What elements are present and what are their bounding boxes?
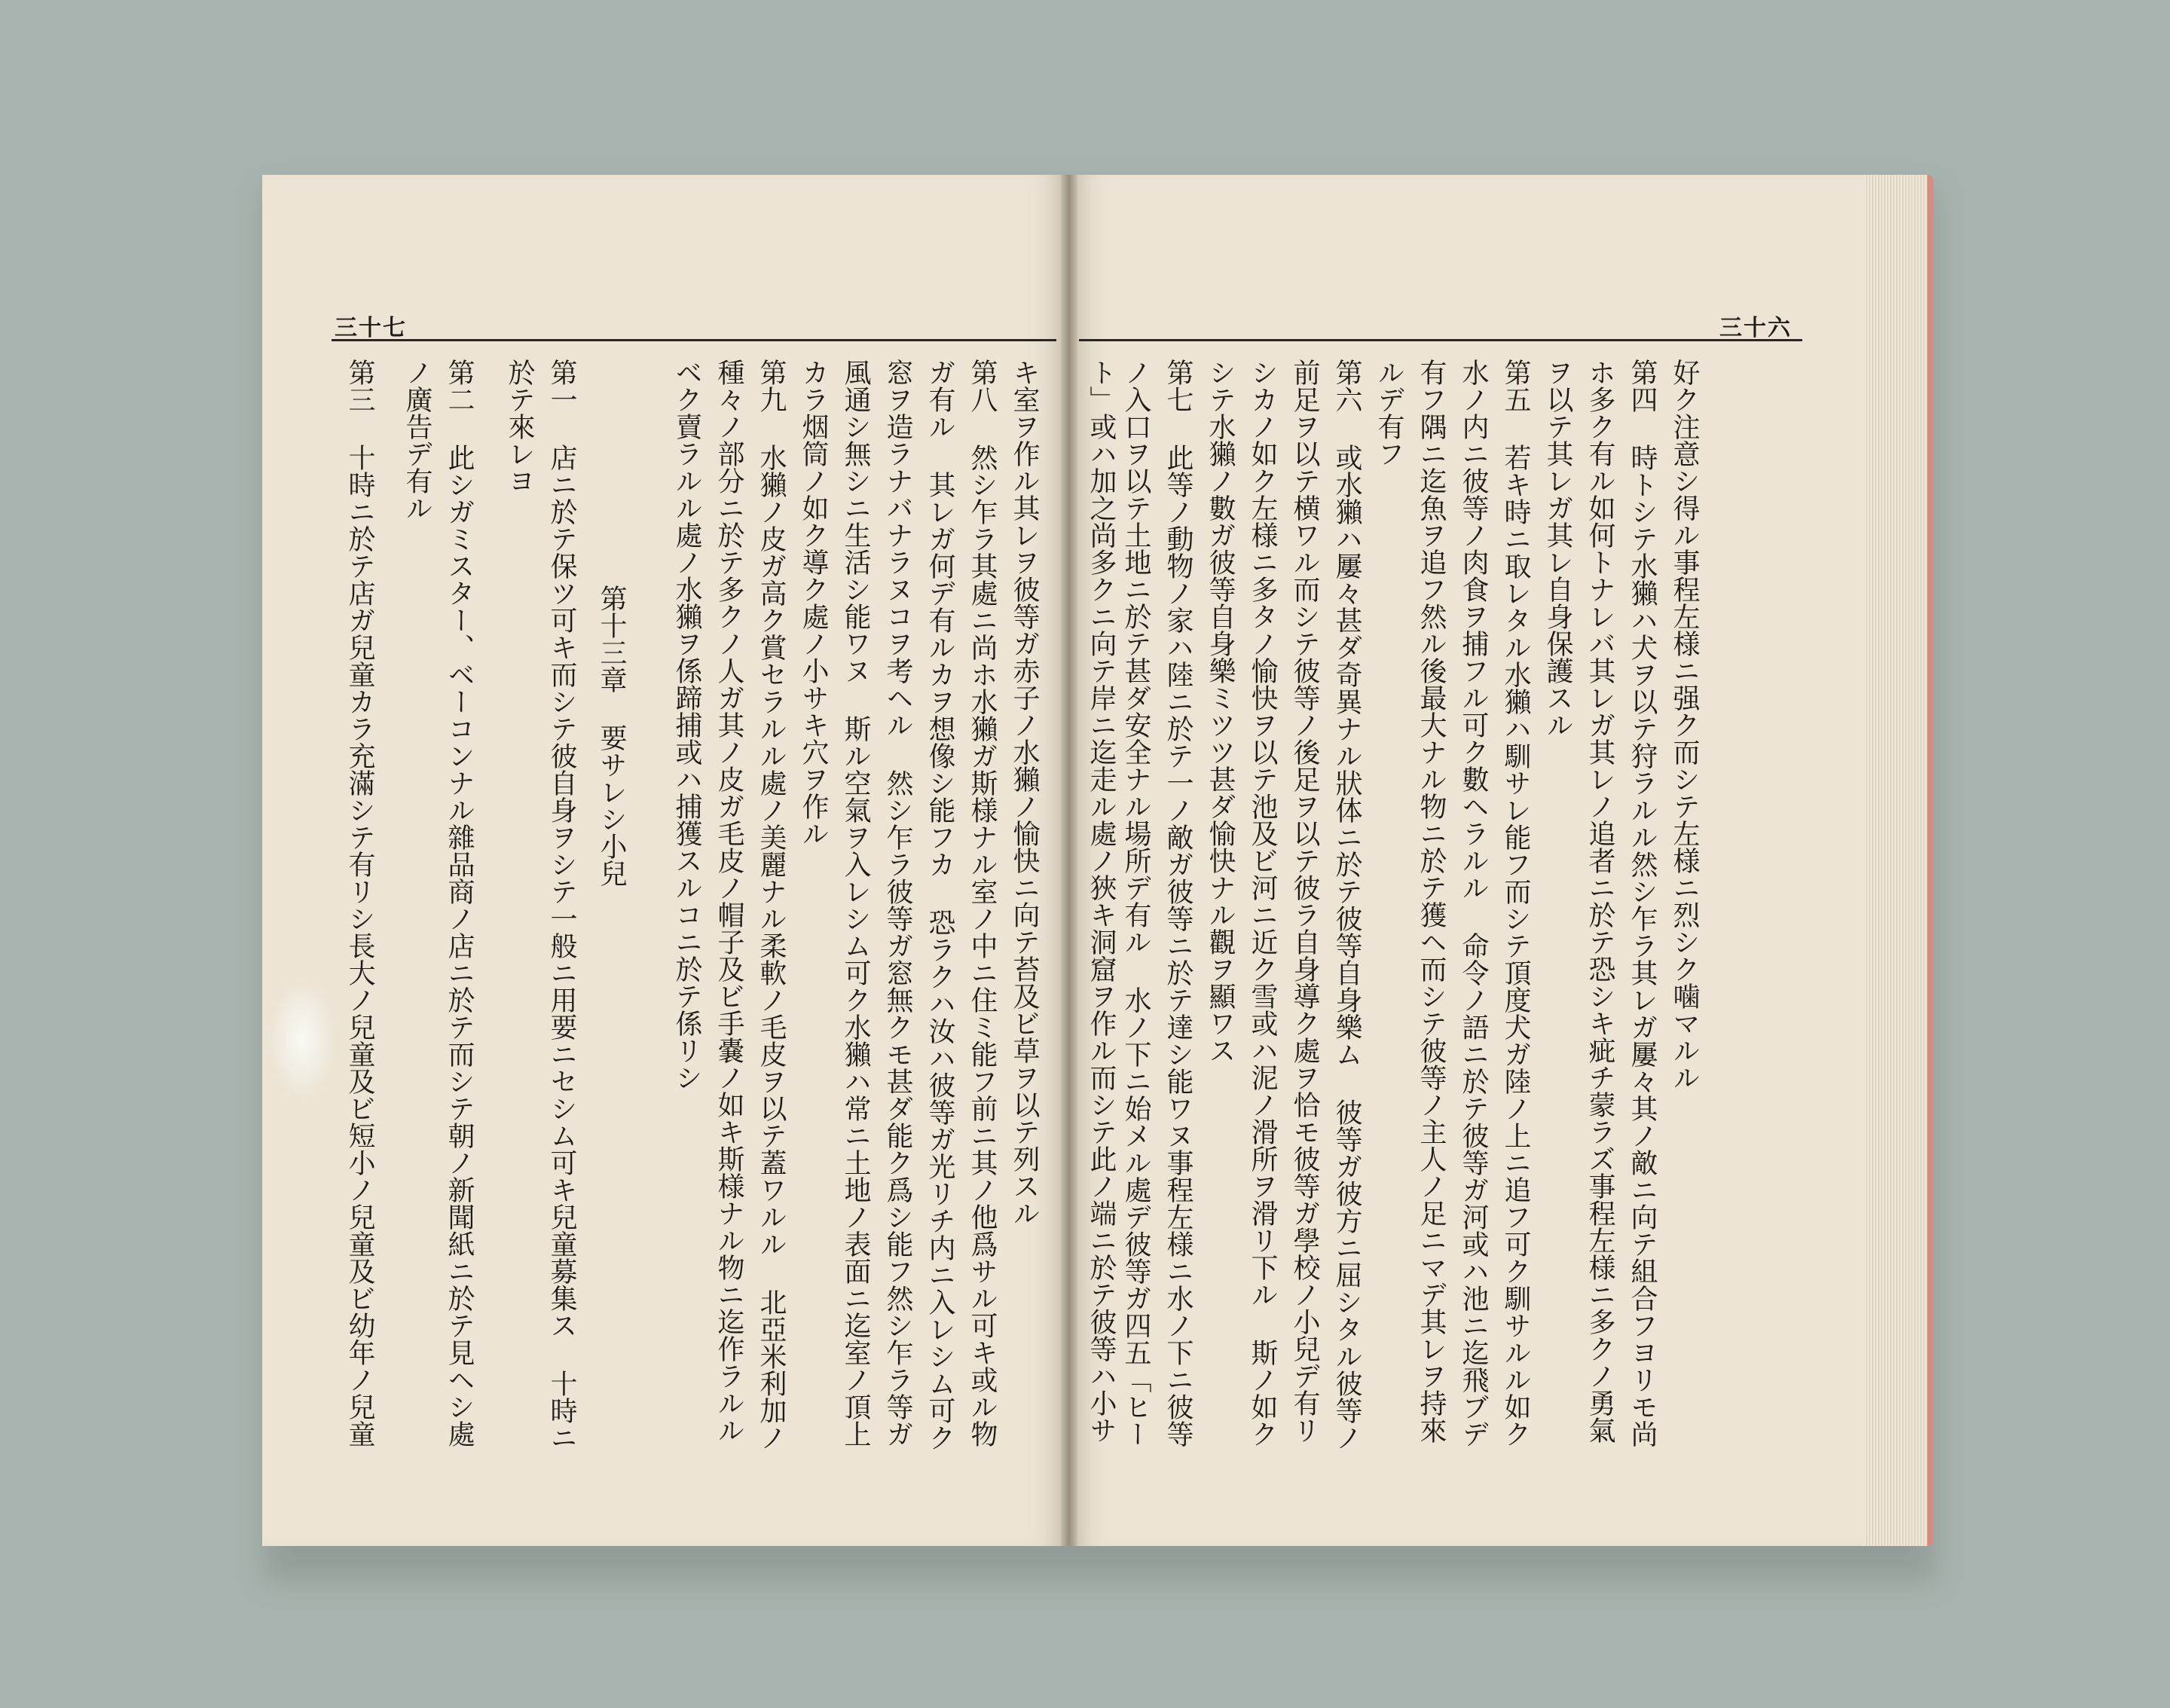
text-column: 第五 若キ時ニ取レタル水獺ハ馴サレ能フ而シテ頂度犬ガ陸ノ上ニ追フ可ク馴サルル如ク [1500, 359, 1531, 1447]
text-column: 有フ隅ニ迄魚ヲ追フ然ル後最大ナル物ニ於テ獲ヘ而シテ彼等ノ主人ノ足ニマデ其レヲ持來 [1416, 359, 1447, 1444]
text-column: 第二 此シガミスター、ベーコンナル雜品商ノ店ニ於テ而シテ朝ノ新聞紙ニ於テ見ヘシ處 [444, 359, 475, 1447]
text-column: 好ク注意シ得ル事程左様ニ强ク而シテ左様ニ烈シク噛マルル [1669, 359, 1700, 1091]
text-column: シカノ如ク左様ニ多タノ愉快ヲ以テ池及ビ河ニ近ク雪或ハ泥ノ滑所ヲ滑リ下ル 斯ノ如ク [1247, 359, 1278, 1447]
text-column: 種々ノ部分ニ於テ多クノ人ガ其ノ皮ガ毛皮ノ帽子及ビ手嚢ノ如キ斯様ナル物ニ迄作ラルル [714, 359, 744, 1444]
text-column: 第四 時トシテ水獺ハ犬ヲ以テ狩ラルル然シ乍ラ其レガ屢々其ノ敵ニ向テ組合フヨリモ尚 [1627, 359, 1658, 1447]
text-column: ルデ有フ [1374, 359, 1404, 467]
text-column: 第八 然シ乍ラ其處ニ尚ホ水獺ガ斯様ナル室ノ中ニ住ミ能フ前ニ其ノ他爲サル可キ或ル物 [967, 359, 998, 1447]
text-column: ヲ以テ其レガ其レ自身保護スル [1542, 359, 1573, 738]
paper-stain [268, 979, 336, 1100]
text-column: ガ有ル 其レガ何デ有ルカヲ想像シ能フカ 恐ラクハ汝ハ彼等ガ光リチ内ニ入レシム可ク [925, 359, 955, 1451]
text-column: 第三 十時ニ於テ店ガ兒童カラ充滿シテ有リシ長大ノ兒童及ビ短小ノ兒童及ビ幼年ノ兒童 [344, 359, 375, 1447]
text-column: 前足ヲ以テ横ワル而シテ彼等ノ後足ヲ以テ彼ラ自身導ク處ヲ恰モ彼等ガ學校ノ小兒デ有リ [1289, 359, 1320, 1444]
text-column: 風通シ無シニ生活シ能ワヌ 斯ル空氣ヲ入レシム可ク水獺ハ常ニ土地ノ表面ニ迄室ノ頂上 [840, 359, 871, 1447]
right-header-rule [1079, 339, 1802, 341]
text-column: 第六 或水獺ハ屢々甚ダ奇異ナル狀体ニ於テ彼等自身樂ム 彼等ガ彼方ニ屈シタル彼等ノ [1331, 359, 1362, 1451]
text-column: カラ烟筒ノ如ク導ク處ノ小サキ穴ヲ作ル [798, 359, 829, 847]
right-page-number: 三十六 [1719, 315, 1792, 341]
text-column: 窓ヲ造ラナバナラヌコヲ考ヘル 然シ乍ラ彼等ガ窓無クモ甚ダ能ク爲シ能フ然シ乍ラ等ガ [882, 359, 913, 1447]
text-column: 第七 此等ノ動物ノ家ハ陸ニ於テ一ノ敵ガ彼等ニ於テ達シ能ワヌ事程左様ニ水ノ下ニ彼等 [1163, 359, 1194, 1447]
left-page-number: 三十七 [335, 315, 407, 341]
text-column: ベク賣ラルル處ノ水獺ヲ係蹄捕或ハ捕獲スルコニ於テ係リシ [671, 359, 702, 1091]
text-column: 第九 水獺ノ皮ガ高ク賞セラルル處ノ美麗ナル柔軟ノ毛皮ヲ以テ蓋ワルル 北亞米利加ノ [756, 359, 787, 1451]
text-column: シテ水獺ノ數ガ彼等自身樂ミツツ甚ダ愉快ナル觀ヲ顯ワス [1205, 359, 1236, 1064]
text-column: ノ廣告デ有ル [402, 359, 432, 521]
text-column: キ室ヲ作ル其レヲ彼等ガ赤子ノ水獺ノ愉快ニ向テ苔及ビ草ヲ以テ列スル [1009, 359, 1040, 1227]
text-column: ト」或ハ加之尚多クニ向テ岸ニ迄走ル處ノ狹キ洞窟ヲ作ル而シテ此ノ端ニ於テ彼等ハ小サ [1086, 359, 1117, 1444]
left-header-rule [332, 339, 1056, 341]
text-column: 於テ來レヨ [504, 359, 535, 494]
text-column: ノ入口ヲ以テ土地ニ於テ甚ダ安全ナル場所デ有ル 水ノ下ニ始メル處デ彼等ガ四五「ヒー [1120, 359, 1151, 1447]
chapter-heading: 第十三章 要サレシ小兒 [596, 585, 627, 887]
text-column: 水ノ内ニ彼等ノ肉食ヲ捕フル可ク數ヘラルル 命令ノ語ニ於テ彼等ガ河或ハ池ニ迄飛ブデ [1458, 359, 1489, 1447]
book-gutter [1061, 175, 1077, 1546]
text-column: ホ多ク有ル如何トナレバ其レガ其レノ追者ニ於テ恐シキ疵チ蒙ラズ事程左様ニ多クノ勇氣 [1585, 359, 1615, 1444]
text-column: 第一 店ニ於テ保ツ可キ而シテ彼自身ヲシテ一般ニ用要ニセシム可キ兒童募集ス 十時ニ [546, 359, 577, 1451]
